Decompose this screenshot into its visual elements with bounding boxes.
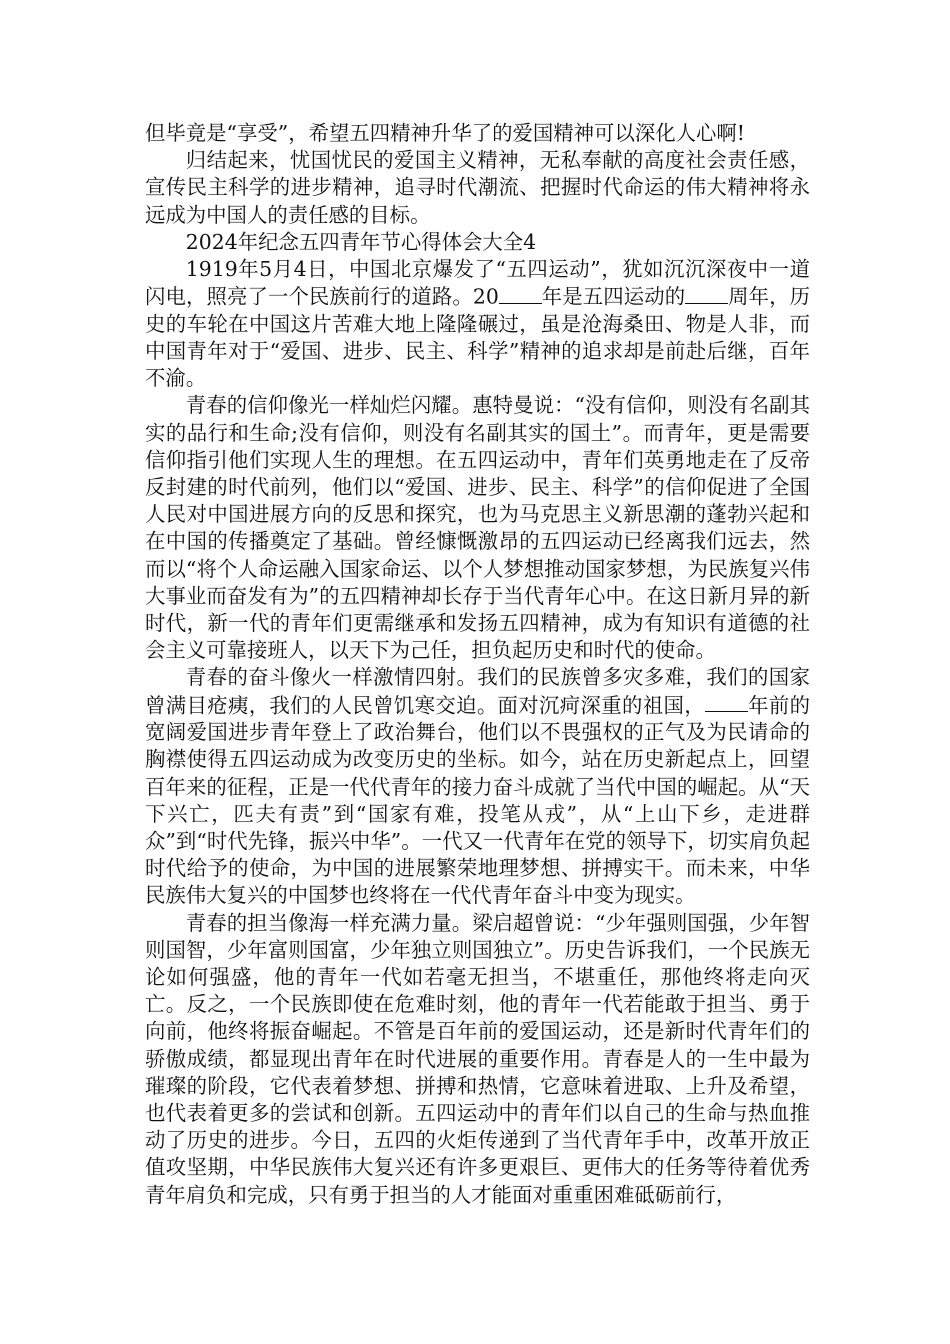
paragraph-may-fourth-intro bbox=[145, 256, 810, 392]
paragraph-text-segment: 周年，历史的车轮在中国这片苦难大地上隆隆碾过，虽是沧海桑田、物是人非，而中国青年对于“爱国、进步、民主、科学”精神的追求却是前赴后继，百年不渝。 bbox=[145, 284, 810, 391]
paragraph-text-segment: 青春的奋斗像火一样激情四射。我们的民族曾多灾多难，我们的国家曾满目疮痍，我们的人民曾饥寒交迫。面对沉疴深重的祖国， bbox=[145, 665, 810, 718]
fill-in-blank bbox=[685, 283, 728, 303]
section-heading: 2024年纪念五四青年节心得体会大全4 bbox=[185, 229, 537, 254]
paragraph-struggle bbox=[145, 664, 810, 909]
paragraph-text-segment: 1919年5月4日，中国北京爆发了“五四运动”，犹如沉沉深夜中一道闪电，照亮了一个民族前行的道路。20 bbox=[145, 257, 810, 309]
paragraph-text-segment: 年前的宽阔爱国进步青年登上了政治舞台，他们以不畏强权的正气及为民请命的胸襟使得五四运动成为改变历史的坐标。如今，站在历史新起点上，回望百年来的征程，正是一代代青年的接力奋斗成就了当代中国的崛起。从“天下兴亡，匹夫有责”到“国家有难，投笔从戎”，从“上山下乡，走进群众”到“时代先锋，振兴中华”。一代又一代青年在党的领导下，切实肩负起时代给予的使命，为中国的进展繁荣地理梦想、拼搏实干。而未来，中华民族伟大复兴的中国梦也终将在一代代青年奋斗中变为现实。 bbox=[145, 693, 810, 908]
fill-in-blank bbox=[499, 283, 542, 303]
paragraph-text-segment: 年是五四运动的 bbox=[541, 284, 686, 309]
fill-in-blank bbox=[705, 692, 748, 712]
paragraph-responsibility: 青春的担当像海一样充满力量。梁启超曾说：“少年强则国强，少年智则国智，少年富则国富，少年独立则国独立”。历史告诉我们，一个民族无论如何强盛，他的青年一代如若毫无担当，不堪重任，那他终将走向灭亡。反之，一个民族即使在危难时刻，他的青年一代若能敢于担当、勇于向前，他终将振奋崛起。不管是百年前的爱国运动，还是新时代青年们的骄傲成绩，都显现出青年在时代进展的重要作用。青春是人的一生中最为璀璨的阶段，它代表着梦想、拼搏和热情，它意味着进取、上升及希望，也代表着更多的尝试和创新。五四运动中的青年们以自己的生命与热血推动了历史的进步。今日，五四的火炬传递到了当代青年手中，改革开放正值攻坚期，中华民族伟大复兴还有许多更艰巨、更伟大的任务等待着优秀青年肩负和完成，只有勇于担当的人才能面对重重困难砥砺前行， bbox=[145, 910, 810, 1207]
paragraph-conclusion: 归结起来，忧国忧民的爱国主义精神，无私奉献的高度社会责任感，宣传民主科学的进步精神，追寻时代潮流、把握时代命运的伟大精神将永远成为中国人的责任感的目标。 bbox=[145, 148, 810, 227]
document-page bbox=[145, 120, 810, 1209]
paragraph-continuation: 但毕竟是“享受”，希望五四精神升华了的爱国精神可以深化人心啊! bbox=[145, 121, 745, 145]
paragraph-faith: 青春的信仰像光一样灿烂闪耀。惠特曼说：“没有信仰，则没有名副其实的品行和生命;没有信仰，则没有名副其实的国土”。而青年，更是需要信仰指引他们实现人生的理想。在五四运动中，青年们英勇地走在了反帝反封建的时代前列，他们以“爱国、进步、民主、科学”的信仰促进了全国人民对中国进展方向的反思和探究，也为马克思主义新思潮的蓬勃兴起和在中国的传播奠定了基础。曾经慷慨激昂的五四运动已经离我们远去，然而以“将个人命运融入国家命运、以个人梦想推动国家梦想，为民族复兴伟大事业而奋发有为”的五四精神却长存于当代青年心中。在这日新月异的新时代，新一代的青年们更需继承和发扬五四精神，成为有知识有道德的社会主义可靠接班人，以天下为己任，担负起历史和时代的使命。 bbox=[145, 393, 810, 663]
